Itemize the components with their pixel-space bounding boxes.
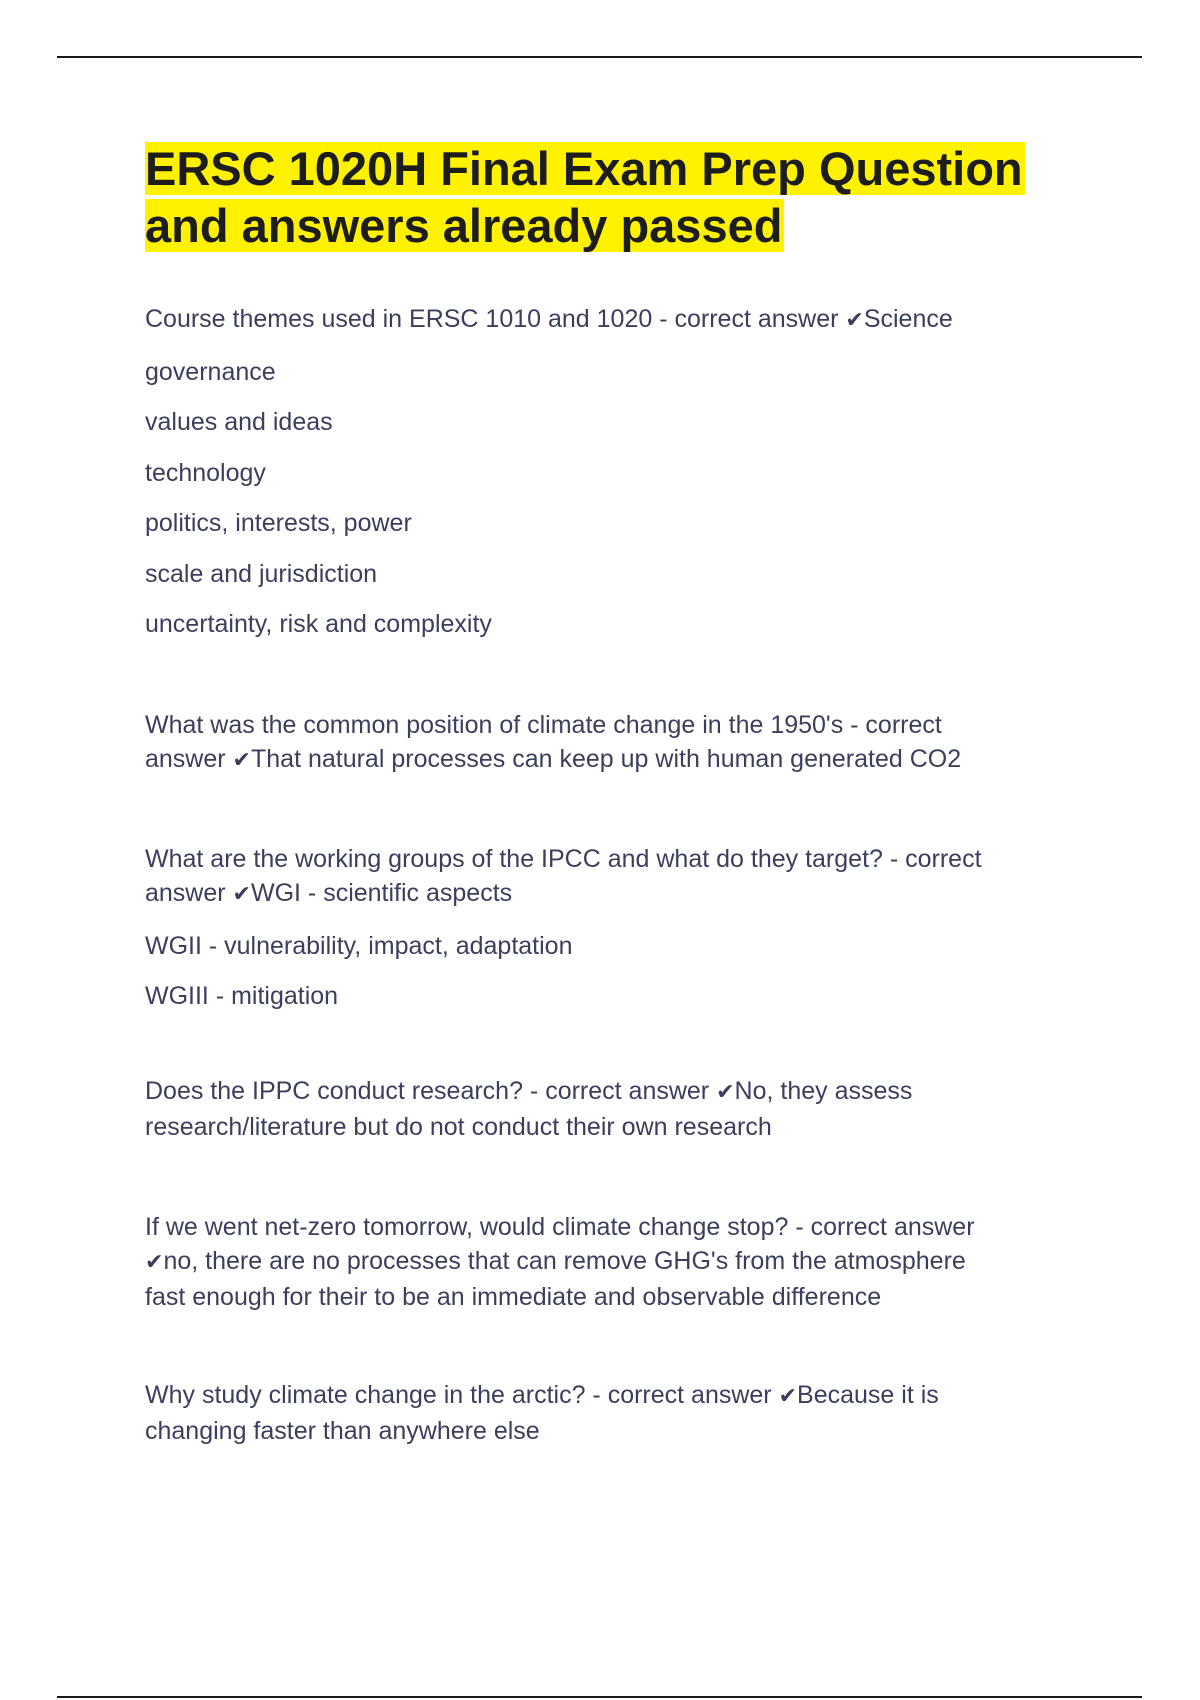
document-body bbox=[145, 140, 1075, 1445]
qa-item-arctic bbox=[145, 1378, 1075, 1448]
answer-continuation: research/literature but do not conduct their own research bbox=[145, 1113, 772, 1141]
check-icon: ✔ bbox=[232, 748, 251, 773]
answer-text: That natural processes can keep up with human generated CO2 bbox=[250, 745, 962, 773]
list-item: WGII - vulnerability, impact, adaptation bbox=[145, 931, 573, 960]
title-line-2: and answers already passed bbox=[145, 199, 783, 252]
qa-item-ipcc-working-groups bbox=[145, 842, 1075, 1013]
list-item: WGIII - mitigation bbox=[145, 982, 339, 1010]
answer-text: WGI - scientific aspects bbox=[250, 879, 513, 907]
title-highlight bbox=[145, 142, 1025, 252]
list-item: governance bbox=[145, 357, 276, 386]
question-text: Does the IPPC conduct research? - correct answer ✔No, they assess bbox=[145, 1077, 913, 1105]
bottom-rule bbox=[57, 1696, 1142, 1698]
check-icon: ✔ bbox=[716, 1080, 735, 1105]
answer-text: no, there are no processes that can remove GHG's from the atmosphere bbox=[163, 1247, 966, 1275]
question-text: If we went net-zero tomorrow, would climate change stop? - correct answer bbox=[145, 1213, 975, 1241]
answer-list bbox=[145, 355, 1075, 642]
answer-line: answer ✔That natural processes can keep up with human generated CO2 bbox=[145, 745, 962, 773]
title-line-1: ERSC 1020H Final Exam Prep Question bbox=[145, 142, 1023, 195]
qa-item-course-themes bbox=[145, 302, 1075, 641]
answer-text: Science bbox=[863, 305, 953, 333]
answer-line: answer ✔WGI - scientific aspects bbox=[145, 879, 513, 907]
answer-list bbox=[145, 929, 1075, 1014]
qa-item-ippc-research bbox=[145, 1074, 1075, 1144]
question-text: What are the working groups of the IPCC and what do they target? - correct bbox=[145, 845, 982, 873]
qa-item-1950s-position bbox=[145, 708, 1075, 778]
list-item: scale and jurisdiction bbox=[145, 559, 378, 588]
qa-item-net-zero bbox=[145, 1210, 1075, 1314]
question-text: What was the common position of climate change in the 1950's - correct bbox=[145, 711, 942, 739]
top-rule bbox=[57, 56, 1142, 58]
list-item: technology bbox=[145, 458, 266, 487]
check-icon: ✔ bbox=[145, 1250, 164, 1275]
answer-text: No, they assess bbox=[734, 1077, 913, 1105]
check-icon: ✔ bbox=[845, 308, 864, 333]
question-text: Course themes used in ERSC 1010 and 1020 - correct answer ✔Science bbox=[145, 305, 953, 333]
list-item: politics, interests, power bbox=[145, 509, 412, 537]
answer-continuation: fast enough for their to be an immediate and observable difference bbox=[145, 1283, 882, 1311]
list-item: values and ideas bbox=[145, 408, 333, 436]
list-item: uncertainty, risk and complexity bbox=[145, 610, 492, 638]
check-icon: ✔ bbox=[232, 882, 251, 907]
question-text: Why study climate change in the arctic? - correct answer ✔Because it is bbox=[145, 1381, 939, 1409]
answer-line bbox=[145, 1244, 1075, 1280]
check-icon: ✔ bbox=[778, 1384, 798, 1409]
document-title bbox=[145, 140, 1075, 254]
answer-continuation: changing faster than anywhere else bbox=[145, 1417, 540, 1445]
answer-text: Because it is bbox=[797, 1381, 939, 1409]
